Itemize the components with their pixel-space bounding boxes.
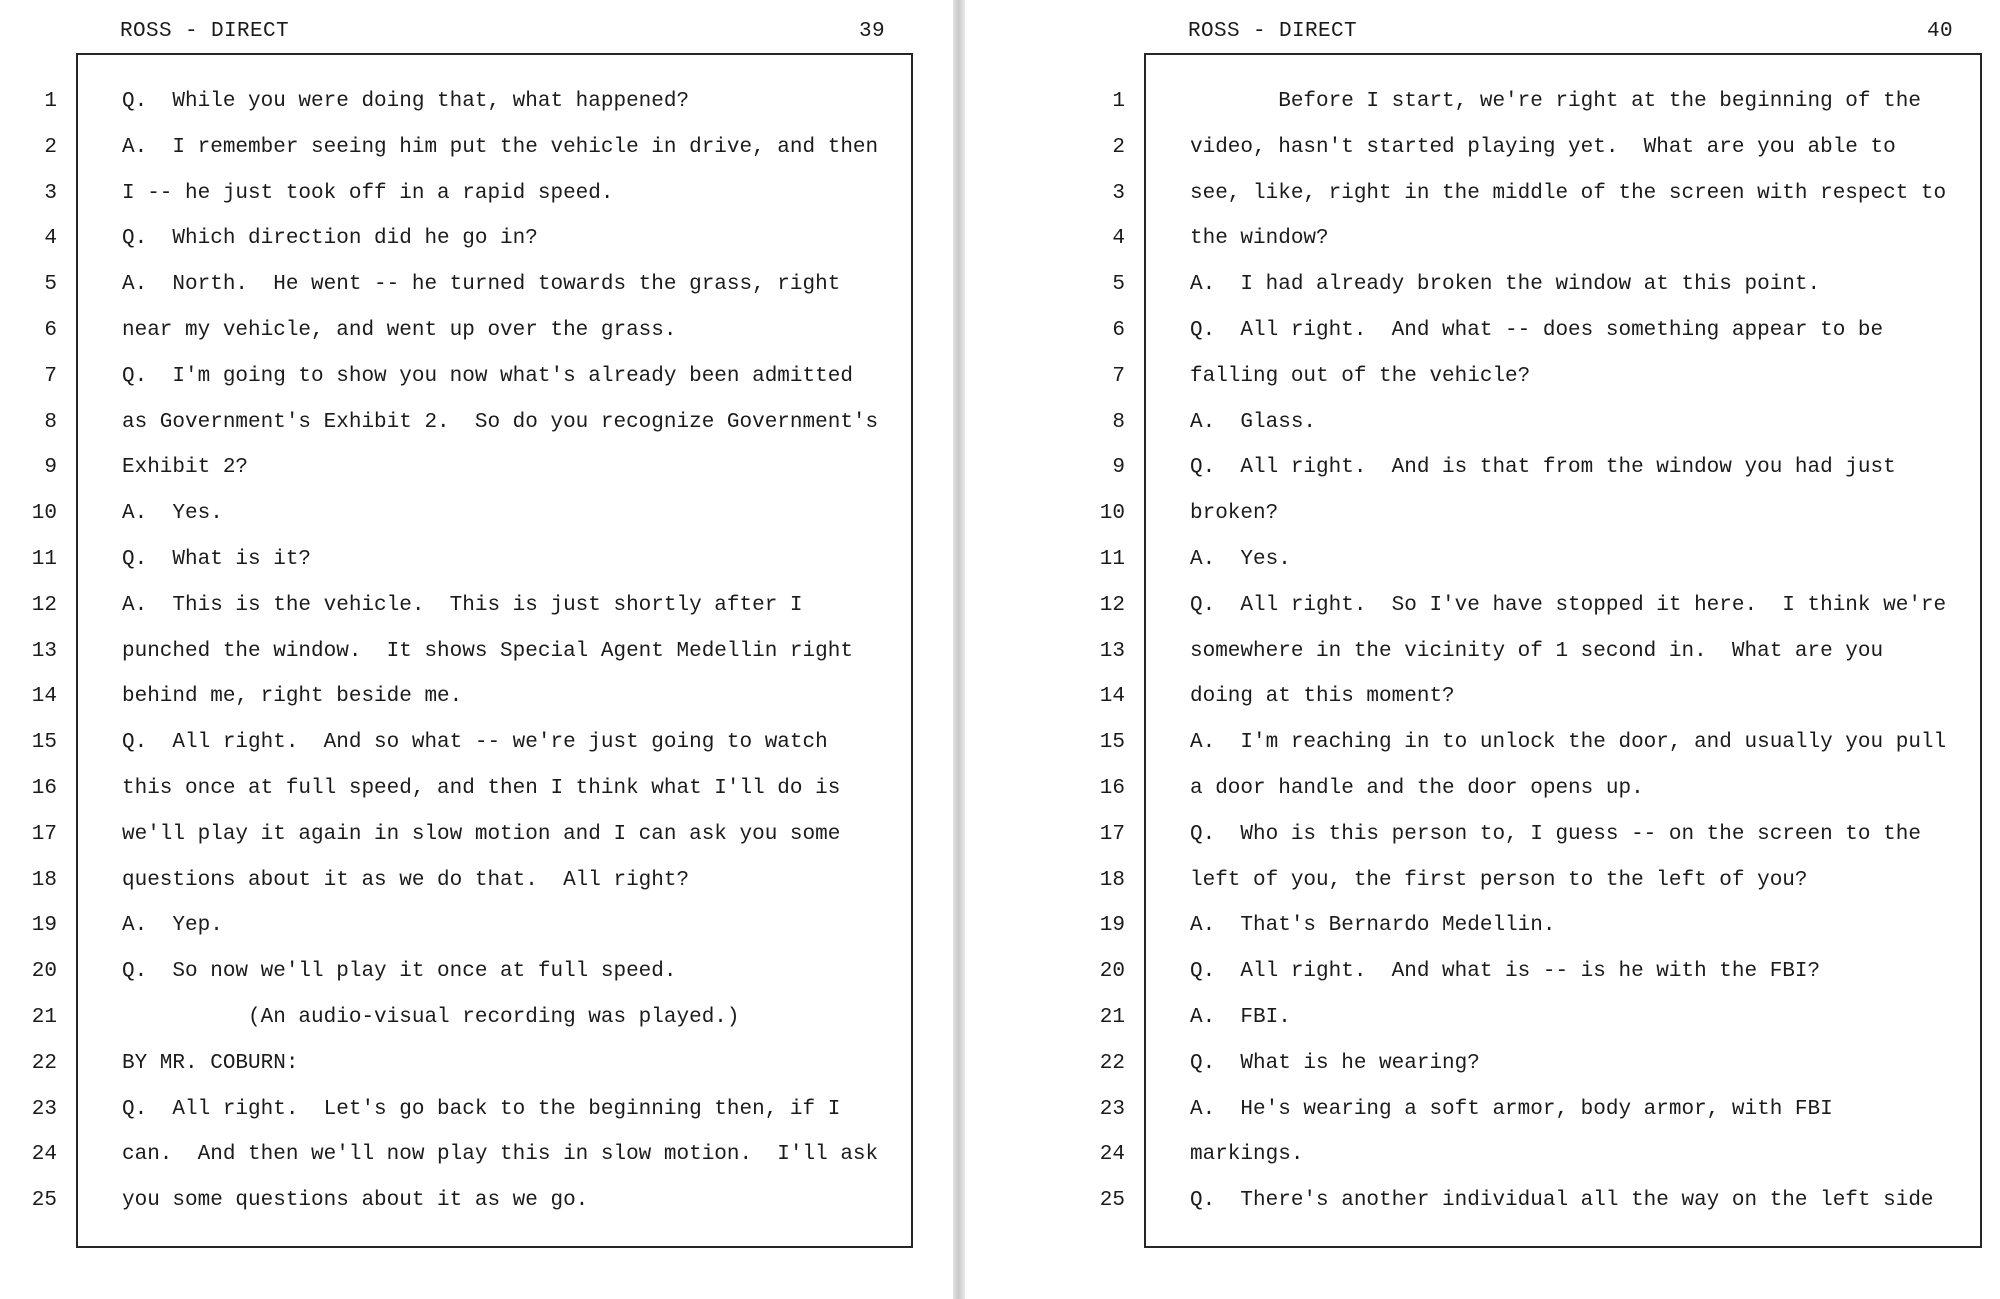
transcript-line — [965, 171, 2000, 217]
transcript-line — [0, 949, 953, 995]
line-text: A. Yes. — [1190, 548, 1291, 571]
line-number: 5 — [44, 273, 57, 297]
line-text: Q. Who is this person to, I guess -- on the screen to the — [1190, 822, 1921, 846]
line-text: A. This is the vehicle. This is just shortly after I — [122, 593, 803, 617]
transcript-line — [0, 812, 953, 858]
line-text: A. I had already broken the window at this point. — [1190, 273, 1821, 297]
transcript-line — [0, 125, 953, 171]
line-text: you some questions about it as we go. — [122, 1189, 589, 1213]
transcript-line — [965, 766, 2000, 812]
transcript-line — [965, 1132, 2000, 1178]
line-number: 2 — [44, 135, 57, 159]
line-number: 13 — [31, 639, 57, 663]
line-text: A. I'm reaching in to unlock the door, and usually you pull — [1190, 731, 1947, 755]
header-title: ROSS - DIRECT — [120, 20, 290, 43]
line-text: behind me, right beside me. — [122, 685, 463, 709]
transcript-line — [0, 308, 953, 354]
line-text: I -- he just took off in a rapid speed. — [122, 181, 614, 205]
line-text: Q. What is it? — [122, 548, 312, 571]
transcript-line — [0, 354, 953, 400]
line-number: 11 — [31, 548, 57, 571]
transcript-line — [0, 1087, 953, 1133]
line-text: Exhibit 2? — [122, 456, 249, 480]
line-number: 21 — [31, 1006, 57, 1029]
line-text: Q. All right. So I've have stopped it here. I think we're — [1190, 593, 1947, 617]
transcript-line — [965, 674, 2000, 720]
transcript-line — [965, 812, 2000, 858]
transcript-line — [965, 445, 2000, 491]
line-number: 24 — [31, 1143, 57, 1167]
line-text: Q. All right. And what -- does something appear to be — [1190, 319, 1884, 342]
page-number: 39 — [858, 20, 885, 43]
transcript-line — [0, 858, 953, 904]
line-text: Q. All right. And is that from the window you had just — [1190, 456, 1896, 480]
line-number: 18 — [31, 868, 57, 892]
transcript-line — [0, 79, 953, 125]
line-number: 1 — [44, 90, 57, 113]
line-text: A. I remember seeing him put the vehicle in drive, and then — [122, 135, 879, 159]
line-text: Q. All right. Let's go back to the beginning then, if I — [122, 1097, 841, 1121]
line-text: see, like, right in the middle of the screen with respect to — [1190, 181, 1947, 205]
transcript-line — [0, 1178, 953, 1224]
page-number: 40 — [1926, 20, 1953, 43]
line-text: BY MR. COBURN: — [122, 1051, 299, 1075]
transcript-line — [0, 766, 953, 812]
transcript-line — [965, 125, 2000, 171]
line-number: 9 — [1112, 456, 1125, 480]
transcript-line — [965, 903, 2000, 949]
line-number: 20 — [1099, 960, 1125, 984]
line-text: A. Glass. — [1190, 410, 1317, 434]
line-number: 24 — [1099, 1143, 1125, 1167]
transcript-line — [965, 537, 2000, 583]
line-number: 25 — [31, 1189, 57, 1213]
line-number: 22 — [31, 1051, 57, 1075]
transcript-line — [0, 445, 953, 491]
transcript-line — [0, 171, 953, 217]
line-number: 11 — [1099, 548, 1125, 571]
line-number: 19 — [1099, 914, 1125, 938]
line-text: A. Yes. — [122, 502, 223, 526]
transcript-line — [0, 537, 953, 583]
transcript-line — [965, 308, 2000, 354]
line-number: 18 — [1099, 868, 1125, 892]
line-number: 8 — [44, 410, 57, 434]
line-number: 23 — [31, 1097, 57, 1121]
line-text: questions about it as we do that. All right? — [122, 868, 690, 892]
transcript-line — [965, 629, 2000, 675]
line-text: Q. All right. And so what -- we're just going to watch — [122, 731, 828, 755]
line-text: left of you, the first person to the left of you? — [1190, 868, 1808, 892]
transcript-line — [0, 400, 953, 446]
line-text: doing at this moment? — [1190, 685, 1455, 709]
line-number: 12 — [31, 593, 57, 617]
line-text: broken? — [1190, 502, 1279, 526]
transcript-line — [965, 79, 2000, 125]
line-text: A. That's Bernardo Medellin. — [1190, 914, 1556, 938]
transcript-page-40 — [965, 0, 2000, 1299]
transcript-line — [0, 262, 953, 308]
line-text: a door handle and the door opens up. — [1190, 777, 1644, 800]
line-number: 2 — [1112, 135, 1125, 159]
line-number: 22 — [1099, 1051, 1125, 1075]
page-gap-shadow — [953, 0, 965, 1299]
line-number: 6 — [1112, 319, 1125, 342]
line-number: 16 — [1099, 777, 1125, 800]
transcript-line — [965, 995, 2000, 1041]
transcript-line — [0, 720, 953, 766]
line-number: 21 — [1099, 1006, 1125, 1029]
line-text: A. FBI. — [1190, 1006, 1291, 1029]
line-text: Q. Which direction did he go in? — [122, 227, 538, 251]
line-text: markings. — [1190, 1143, 1304, 1167]
line-number: 23 — [1099, 1097, 1125, 1121]
line-text: we'll play it again in slow motion and I can ask you some — [122, 822, 841, 846]
line-text: Before I start, we're right at the beginning of the — [1190, 90, 1921, 113]
line-number: 20 — [31, 960, 57, 984]
transcript-line — [0, 674, 953, 720]
page-header — [0, 0, 953, 53]
line-text: Q. I'm going to show you now what's already been admitted — [122, 364, 853, 388]
line-number: 12 — [1099, 593, 1125, 617]
transcript-line — [965, 354, 2000, 400]
transcript-line — [0, 491, 953, 537]
transcript-lines — [965, 79, 2000, 1224]
line-number: 10 — [1099, 502, 1125, 526]
line-text: near my vehicle, and went up over the grass. — [122, 319, 677, 342]
page-header — [965, 0, 2000, 53]
header-title: ROSS - DIRECT — [1188, 20, 1358, 43]
line-number: 25 — [1099, 1189, 1125, 1213]
transcript-line — [965, 720, 2000, 766]
line-number: 10 — [31, 502, 57, 526]
line-number: 3 — [44, 181, 57, 205]
line-text: punched the window. It shows Special Agent Medellin right — [122, 639, 853, 663]
line-number: 15 — [1099, 731, 1125, 755]
line-number: 8 — [1112, 410, 1125, 434]
line-text: Q. While you were doing that, what happened? — [122, 90, 690, 113]
line-number: 17 — [1099, 822, 1125, 846]
line-text: can. And then we'll now play this in slow motion. I'll ask — [122, 1143, 879, 1167]
transcript-line — [965, 1087, 2000, 1133]
line-text: (An audio-visual recording was played.) — [122, 1006, 740, 1029]
transcript-lines — [0, 79, 953, 1224]
line-text: video, hasn't started playing yet. What are you able to — [1190, 135, 1896, 159]
transcript-line — [0, 1041, 953, 1087]
transcript-line — [0, 903, 953, 949]
line-number: 16 — [31, 777, 57, 800]
transcript-line — [965, 858, 2000, 904]
line-number: 13 — [1099, 639, 1125, 663]
line-text: A. He's wearing a soft armor, body armor, with FBI — [1190, 1097, 1833, 1121]
line-number: 15 — [31, 731, 57, 755]
line-text: A. North. He went -- he turned towards the grass, right — [122, 273, 841, 297]
line-text: Q. There's another individual all the way on the left side — [1190, 1189, 1934, 1213]
line-text: A. Yep. — [122, 914, 223, 938]
line-text: this once at full speed, and then I think what I'll do is — [122, 777, 841, 800]
transcript-line — [965, 400, 2000, 446]
transcript-line — [0, 995, 953, 1041]
line-text: Q. So now we'll play it once at full speed. — [122, 960, 677, 984]
line-text: falling out of the vehicle? — [1190, 364, 1531, 388]
transcript-line — [965, 1041, 2000, 1087]
transcript-line — [0, 629, 953, 675]
line-number: 1 — [1112, 90, 1125, 113]
line-text: Q. What is he wearing? — [1190, 1051, 1480, 1075]
line-number: 9 — [44, 456, 57, 480]
line-text: somewhere in the vicinity of 1 second in. What are you — [1190, 639, 1884, 663]
line-number: 3 — [1112, 181, 1125, 205]
transcript-line — [965, 216, 2000, 262]
line-number: 7 — [1112, 364, 1125, 388]
line-number: 5 — [1112, 273, 1125, 297]
line-text: as Government's Exhibit 2. So do you recognize Government's — [122, 410, 879, 434]
line-number: 4 — [1112, 227, 1125, 251]
line-text: the window? — [1190, 227, 1329, 251]
transcript-line — [965, 491, 2000, 537]
line-number: 6 — [44, 319, 57, 342]
transcript-line — [0, 1132, 953, 1178]
transcript-page-39 — [0, 0, 953, 1299]
line-number: 14 — [1099, 685, 1125, 709]
line-text: Q. All right. And what is -- is he with the FBI? — [1190, 960, 1821, 984]
line-number: 4 — [44, 227, 57, 251]
transcript-line — [0, 583, 953, 629]
transcript-line — [0, 216, 953, 262]
transcript-line — [965, 1178, 2000, 1224]
line-number: 19 — [31, 914, 57, 938]
line-number: 14 — [31, 685, 57, 709]
line-number: 7 — [44, 364, 57, 388]
transcript-line — [965, 262, 2000, 308]
transcript-line — [965, 583, 2000, 629]
line-number: 17 — [31, 822, 57, 846]
transcript-line — [965, 949, 2000, 995]
